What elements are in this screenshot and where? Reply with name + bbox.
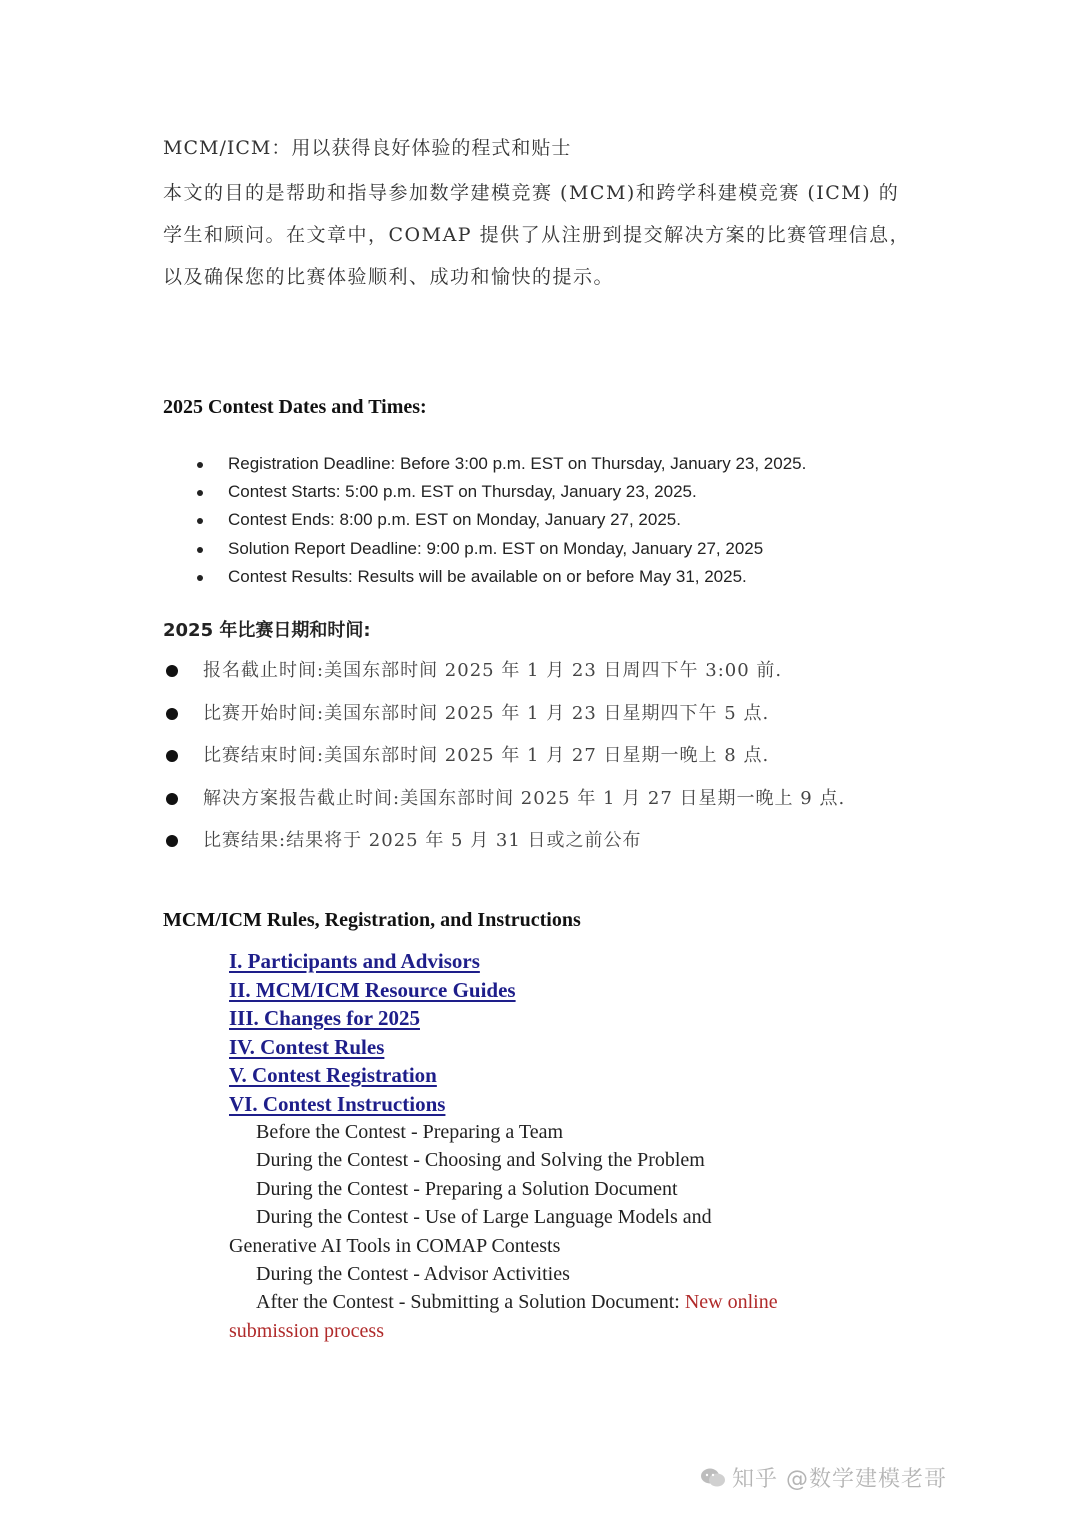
bullet-icon (197, 575, 203, 581)
instruction-item: During the Contest - Use of Large Language Models and (256, 1206, 712, 1229)
list-item: 比赛结果:结果将于 2025 年 5 月 31 日或之前公布 (163, 820, 845, 863)
intro-line: 以及确保您的比赛体验顺利、成功和愉快的提示。 (163, 266, 615, 288)
dates-list-en (195, 450, 806, 591)
bullet-icon (197, 518, 203, 524)
list-item: 比赛开始时间:美国东部时间 2025 年 1 月 23 日星期四下午 5 点. (163, 693, 845, 736)
instruction-item: During the Contest - Choosing and Solving the Problem (256, 1149, 705, 1172)
bullet-icon (197, 547, 203, 553)
dates-heading-cn: 2025 年比赛日期和时间: (163, 620, 371, 641)
watermark (700, 1462, 947, 1493)
dates-list-cn (163, 650, 845, 863)
list-item: Contest Results: Results will be available on or before May 31, 2025. (195, 563, 806, 591)
instruction-item: Before the Contest - Preparing a Team (256, 1121, 564, 1143)
link-contest-instructions[interactable]: VI. Contest Instructions (229, 1091, 446, 1116)
instruction-item: During the Contest - Advisor Activities (256, 1262, 570, 1285)
intro-line: 本文的目的是帮助和指导参加数学建模竞赛 (MCM)和跨学科建模竞赛 (ICM) 的 (163, 182, 900, 204)
list-item: Registration Deadline: Before 3:00 p.m. EST on Thursday, January 23, 2025. (195, 450, 806, 478)
intro-line: 学生和顾问。在文章中，COMAP 提供了从注册到提交解决方案的比赛管理信息， (163, 224, 911, 246)
bullet-icon (166, 665, 178, 677)
instruction-item: During the Contest - Preparing a Solution Document (256, 1177, 678, 1200)
instruction-item: After the Contest - Submitting a Solution Document: New online (256, 1291, 778, 1314)
list-item: Solution Report Deadline: 9:00 p.m. EST on Monday, January 27, 2025 (195, 535, 806, 563)
new-process-note-continued: submission process (229, 1319, 384, 1342)
link-contest-registration[interactable]: V. Contest Registration (229, 1063, 437, 1087)
bullet-icon (166, 835, 178, 847)
bullet-icon (166, 793, 178, 805)
list-item: 比赛结束时间:美国东部时间 2025 年 1 月 27 日星期一晚上 8 点. (163, 735, 845, 778)
list-item: Contest Starts: 5:00 p.m. EST on Thursday, January 23, 2025. (195, 478, 806, 506)
link-resource-guides[interactable]: II. MCM/ICM Resource Guides (229, 977, 516, 1002)
bullet-icon (197, 490, 203, 496)
list-item: 报名截止时间:美国东部时间 2025 年 1 月 23 日周四下午 3:00 前. (163, 650, 845, 693)
link-contest-rules[interactable]: IV. Contest Rules (229, 1034, 385, 1059)
instructions-list (229, 1118, 849, 1345)
new-process-note: New online (684, 1291, 778, 1314)
rules-toc (229, 947, 516, 1118)
list-item: 解决方案报告截止时间:美国东部时间 2025 年 1 月 27 日星期一晚上 9 点. (163, 778, 845, 821)
bullet-icon (197, 462, 203, 468)
link-participants-advisors[interactable]: I. Participants and Advisors (229, 949, 480, 973)
list-item: Contest Ends: 8:00 p.m. EST on Monday, January 27, 2025. (195, 506, 806, 534)
intro-paragraph (163, 172, 933, 298)
bullet-icon (166, 750, 178, 762)
dates-heading-en: 2025 Contest Dates and Times: (163, 396, 427, 418)
intro-title: MCM/ICM：用以获得良好体验的程式和贴士 (163, 137, 572, 159)
watermark-text: 知乎 @数学建模老哥 (732, 1467, 947, 1492)
bullet-icon (166, 708, 178, 720)
wechat-icon (700, 1467, 726, 1489)
instruction-item-continued: Generative AI Tools in COMAP Contests (229, 1234, 561, 1257)
link-changes-2025[interactable]: III. Changes for 2025 (229, 1006, 420, 1030)
rules-heading: MCM/ICM Rules, Registration, and Instructions (163, 909, 581, 931)
